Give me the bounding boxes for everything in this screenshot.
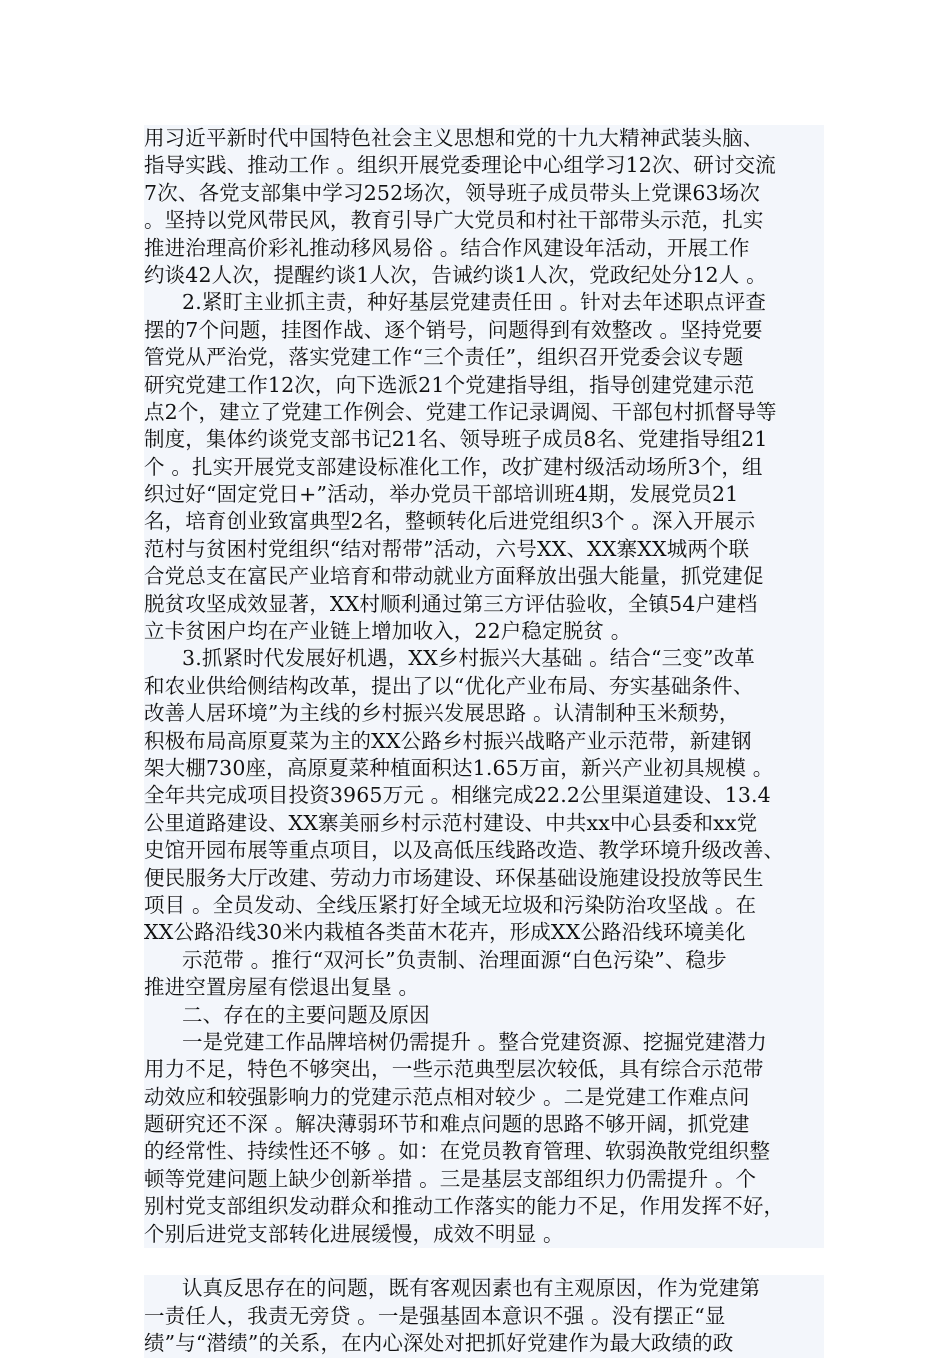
text-line: 合党总支在富民产业培育和带动就业方面释放出强大能量，抓党建促 <box>144 563 824 590</box>
text-line: 和农业供给侧结构改革，提出了以“优化产业布局、夯实基础条件、 <box>144 673 824 700</box>
text-line: 2.紧盯主业抓主责，种好基层党建责任田 。针对去年述职点评查 <box>144 289 824 316</box>
text-line: 公里道路建设、XX寨美丽乡村示范村建设、中共xx中心县委和xx党 <box>144 810 824 837</box>
text-line: 推进治理高价彩礼推动移风易俗 。结合作风建设年活动，开展工作 <box>144 235 824 262</box>
text-line: 立卡贫困户均在产业链上增加收入，22户稳定脱贫 。 <box>144 618 824 645</box>
text-line: 绩”与“潜绩”的关系，在内心深处对把抓好党建作为最大政绩的政 <box>144 1330 824 1357</box>
text-line: 用力不足，特色不够突出，一些示范典型层次较低，具有综合示范带 <box>144 1056 824 1083</box>
text-line: 范村与贫困村党组织“结对帮带”活动，六号XX、XX寨XX城两个联 <box>144 536 824 563</box>
document-body <box>144 125 824 1358</box>
text-line: 名，培育创业致富典型2名，整顿转化后进党组织3个 。深入开展示 <box>144 508 824 535</box>
text-line: 用习近平新时代中国特色社会主义思想和党的十九大精神武装头脑、 <box>144 125 824 152</box>
text-line: 动效应和较强影响力的党建示范点相对较少 。二是党建工作难点问 <box>144 1084 824 1111</box>
text-line: 示范带 。推行“双河长”负责制、治理面源“白色污染”、稳步 <box>144 947 824 974</box>
text-line: 约谈42人次，提醒约谈1人次，告诫约谈1人次，党政纪处分12人 。 <box>144 262 824 289</box>
text-line: 7次、各党支部集中学习252场次，领导班子成员带头上党课63场次 <box>144 180 824 207</box>
text-line: 脱贫攻坚成效显著，XX村顺利通过第三方评估验收，全镇54户建档 <box>144 591 824 618</box>
blank-line <box>144 1248 824 1275</box>
text-line: 别村党支部组织发动群众和推动工作落实的能力不足，作用发挥不好， <box>144 1193 824 1220</box>
text-line: 。坚持以党风带民风，教育引导广大党员和村社干部带头示范，扎实 <box>144 207 824 234</box>
text-line: 制度，集体约谈党支部书记21名、领导班子成员8名、党建指导组21 <box>144 426 824 453</box>
text-line: 认真反思存在的问题，既有客观因素也有主观原因，作为党建第 <box>144 1275 824 1302</box>
text-line: 推进空置房屋有偿退出复垦 。 <box>144 974 824 1001</box>
text-line: XX公路沿线30米内栽植各类苗木花卉，形成XX公路沿线环境美化 <box>144 919 824 946</box>
text-line: 个别后进党支部转化进展缓慢，成效不明显 。 <box>144 1221 824 1248</box>
text-line: 二、存在的主要问题及原因 <box>144 1002 824 1029</box>
text-line: 点2个，建立了党建工作例会、党建工作记录调阅、干部包村抓督导等 <box>144 399 824 426</box>
text-line: 管党从严治党，落实党建工作“三个责任”，组织召开党委会议专题 <box>144 344 824 371</box>
text-line: 摆的7个问题，挂图作战、逐个销号，问题得到有效整改 。坚持党要 <box>144 317 824 344</box>
text-line: 改善人居环境”为主线的乡村振兴发展思路 。认清制种玉米颓势， <box>144 700 824 727</box>
text-line: 架大棚730座，高原夏菜种植面积达1.65万亩，新兴产业初具规模 。 <box>144 755 824 782</box>
text-line: 的经常性、持续性还不够 。如：在党员教育管理、软弱涣散党组织整 <box>144 1138 824 1165</box>
text-line: 积极布局高原夏菜为主的XX公路乡村振兴战略产业示范带，新建钢 <box>144 728 824 755</box>
text-line: 指导实践、推动工作 。组织开展党委理论中心组学习12次、研讨交流 <box>144 152 824 179</box>
text-line: 一责任人，我责无旁贷 。一是强基固本意识不强 。没有摆正“显 <box>144 1303 824 1330</box>
text-line: 3.抓紧时代发展好机遇，XX乡村振兴大基础 。结合“三变”改革 <box>144 645 824 672</box>
text-line: 个 。扎实开展党支部建设标准化工作，改扩建村级活动场所3个，组 <box>144 454 824 481</box>
text-line: 研究党建工作12次，向下选派21个党建指导组，指导创建党建示范 <box>144 372 824 399</box>
text-line: 织过好“固定党日+”活动，举办党员干部培训班4期，发展党员21 <box>144 481 824 508</box>
text-line: 一是党建工作品牌培树仍需提升 。整合党建资源、挖掘党建潜力 <box>144 1029 824 1056</box>
text-line: 全年共完成项目投资3965万元 。相继完成22.2公里渠道建设、13.4 <box>144 782 824 809</box>
text-line: 项目 。全员发动、全线压紧打好全域无垃圾和污染防治攻坚战 。在 <box>144 892 824 919</box>
text-line: 顿等党建问题上缺少创新举措 。三是基层支部组织力仍需提升 。个 <box>144 1166 824 1193</box>
text-line: 便民服务大厅改建、劳动力市场建设、环保基础设施建设投放等民生 <box>144 865 824 892</box>
text-line: 史馆开园布展等重点项目，以及高低压线路改造、教学环境升级改善、 <box>144 837 824 864</box>
text-line: 题研究还不深 。解决薄弱环节和难点问题的思路不够开阔，抓党建 <box>144 1111 824 1138</box>
